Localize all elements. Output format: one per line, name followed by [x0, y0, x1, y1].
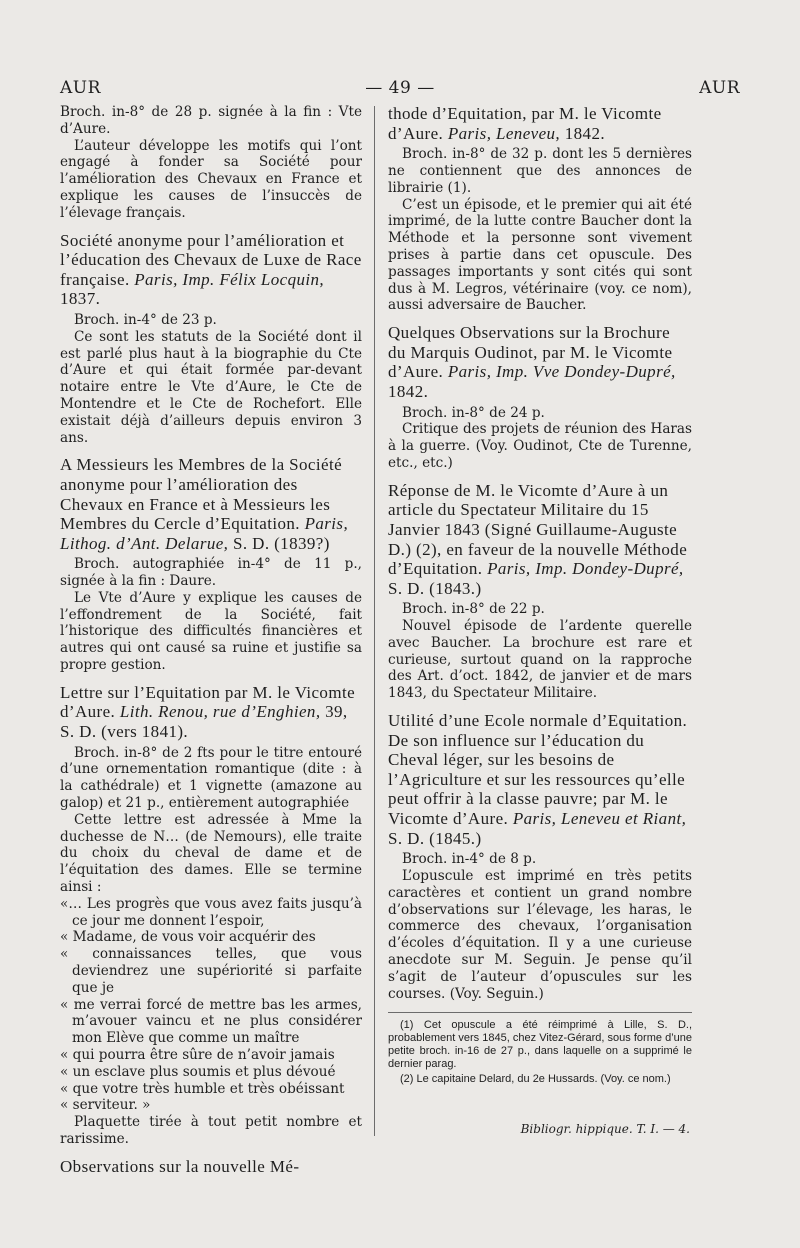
title-text: Utilité d’une Ecole normale d’Equitation. De son influence sur l’éducation du Cheval léger, sur les besoins de l’Agriculture et sur les ressources qu’elle peut offrir à la classe pauvre; par M. le Vicomte d’Aure.	[388, 711, 688, 829]
entry-title	[388, 481, 692, 599]
quote-line: « connaissances telles, que vous deviendrez une supériorité si parfaite que je	[60, 946, 362, 996]
title-imprint: Paris, Leneveu,	[447, 123, 561, 143]
quote-line: « me verrai forcé de mettre bas les armes, m’avouer vaincu et ne plus considérer mon Elève que comme un maître	[60, 997, 362, 1047]
title-text: thode d’Equitation, par M. le Vicomte d’Aure.	[388, 104, 662, 143]
quotation	[60, 896, 362, 1114]
entry-paragraph: L’auteur développe les motifs qui l’ont engagé à fonder sa Société pour l’amélioration des Chevaux en France et explique les causes de l’insuccès de l’élevage français.	[60, 137, 362, 221]
entry-paragraph: Critique des projets de réunion des Haras à la guerre. (Voy. Oudinot, Cte de Turenne, etc., etc.)	[388, 421, 692, 471]
title-imprint: Paris, Imp. Félix Locquin,	[134, 269, 325, 289]
signature-mark: Bibliogr. hippique. T. I. — 4.	[520, 1122, 690, 1136]
quote-line: « que votre très humble et très obéissant	[60, 1081, 362, 1098]
entry-paragraph: Broch. in-4° de 8 p.	[402, 851, 537, 868]
title-date: 1842.	[564, 123, 605, 143]
running-head-right: AUR	[699, 78, 740, 98]
entry-methode-equitation	[388, 104, 692, 314]
entry-paragraph: Broch. in-4° de 23 p.	[74, 311, 217, 328]
quote-line: « qui pourra être sûre de n’avoir jamais	[60, 1047, 362, 1064]
quote-line: « serviteur. »	[60, 1097, 362, 1114]
title-text: Réponse de M. le Vicomte d’Aure à un article du Spectateur Militaire du 15 Janvier 1843 (Signé Guillaume-Auguste D.) (2), en faveur de la nouvelle Méthode d’Equitation.	[388, 480, 688, 579]
entry-quelques-observations	[388, 323, 692, 472]
entry-paragraph: Broch. in-8° de 2 fts pour le titre entouré d’une ornementation romantique (dite : à la cathédrale) et 1 vignette (amazone au galop) et 21 p., entièrement autographiée	[60, 744, 362, 812]
entry-paragraph: Nouvel épisode de l’ardente querelle avec Baucher. La brochure est rare et curieuse, surtout quand on la rapproche des Art. d’oct. 1842, de janvier et de mars 1843, du Spectateur Militaire.	[388, 618, 692, 702]
entry-paragraph: Broch. in-8° de 22 p.	[402, 601, 545, 618]
page-number: — 49 —	[365, 78, 435, 98]
entry-title	[388, 711, 692, 848]
footnote: (2) Le capitaine Delard, du 2e Hussards. (Voy. ce nom.)	[400, 1073, 671, 1086]
entry-title	[60, 683, 362, 742]
entry-paragraph: Broch. autographiée in-4° de 11 p., signée à la fin : Daure.	[60, 556, 362, 590]
entry-paragraph: Broch. in-8° de 28 p. signée à la fin : Vte d’Aure.	[60, 104, 362, 137]
title-imprint: Paris, Leneveu et Riant,	[512, 809, 687, 829]
title-date: S. D. (1843.)	[388, 578, 482, 598]
entry-title: Observations sur la nouvelle Mé-	[60, 1156, 300, 1176]
right-column	[388, 104, 692, 1088]
title-imprint: Paris, Imp. Dondey-Dupré,	[487, 559, 684, 579]
footnote: (1) Cet opuscule a été réimprimé à Lille, S. D., probablement vers 1845, chez Vitez-Gérard, sous forme d’une petite broch. in-16 de 27 p., dans laquelle on a supprimé le dernier parag.	[388, 1019, 692, 1071]
title-imprint: Lith. Renou, rue d’Enghien,	[119, 702, 321, 722]
entry-paragraph: Cette lettre est adressée à Mme la duchesse de N… (de Nemours), elle traite du choix du cheval de dame et de l’équitation des dames. Elle se termine ainsi :	[60, 811, 362, 896]
entry-paragraph: L’opuscule est imprimé en très petits caractères et contient un grand nombre d’observations sur l’élevage, les haras, le commerce des chevaux, l’organisation d’écoles d’équitation. Il y a une curieuse anecdote sur M. Seguin. Je pense qu’il s’agit de l’auteur d’opuscules sur les courses. (Voy. Seguin.)	[388, 868, 692, 1002]
entry-a-messieurs	[60, 455, 362, 674]
footnotes	[388, 1012, 692, 1086]
entry-continued	[60, 104, 362, 222]
entry-paragraph: Broch. in-8° de 24 p.	[402, 404, 545, 421]
title-date: 1842.	[388, 381, 429, 401]
entry-observations	[60, 1157, 362, 1177]
running-head	[60, 78, 740, 102]
entry-lettre-equitation	[60, 683, 362, 1148]
title-date: 39, S. D. (vers 1841).	[60, 702, 348, 742]
entry-title	[388, 104, 692, 143]
column-divider	[374, 106, 375, 1136]
title-date: 1837.	[60, 289, 101, 309]
entry-title	[60, 455, 362, 553]
entry-societe-anonyme	[60, 231, 362, 447]
entry-paragraph: Ce sont les statuts de la Société dont il est parlé plus haut à la biographie du Cte d’Aure et qui était formée par-devant notaire entre le Vte d’Aure, le Cte de Montendre et le Cte de Rochefort. Elle existait déjà d’ailleurs depuis environ 3 ans.	[60, 328, 362, 446]
title-text: Lettre sur l’Equitation par M. le Vicomte d’Aure.	[60, 682, 356, 722]
entry-reponse	[388, 481, 692, 702]
entry-paragraph: Le Vte d’Aure y explique les causes de l’effondrement de la Société, fait l’historique des difficultés financières et autres qui ont causé sa ruine et justifie sa propre gestion.	[60, 589, 362, 674]
entry-utilite-ecole	[388, 711, 692, 1002]
left-column	[60, 104, 362, 1185]
entry-paragraph: C’est un épisode, et le premier qui ait été imprimé, de la lutte contre Baucher dont la Méthode et la personne sont vivement prises à partie dans cet opuscule. Des passages importants y sont cités qui sont dus à M. Legros, vétérinaire (voy. ce nom), aussi adversaire de Baucher.	[388, 196, 692, 314]
title-text: Quelques Observations sur la Brochure du Marquis Oudinot, par M. le Vicomte d’Aure.	[388, 323, 673, 382]
title-date: S. D. (1845.)	[388, 828, 482, 848]
entry-paragraph: Broch. in-8° de 32 p. dont les 5 dernières ne contiennent que des annonces de librairie (1).	[388, 146, 692, 196]
quote-line: «… Les progrès que vous avez faits jusqu’à ce jour me donnent l’espoir,	[60, 896, 362, 930]
running-head-left: AUR	[60, 78, 101, 98]
entry-title	[60, 231, 362, 309]
title-imprint: Paris, Imp. Vve Dondey-Dupré,	[447, 362, 676, 382]
title-text: A Messieurs les Membres de la Société anonyme pour l’amélioration des Chevaux en France et à Messieurs les Membres du Cercle d’Equitation.	[60, 455, 343, 534]
title-date: S. D. (1839?)	[232, 533, 330, 553]
entry-title	[388, 323, 692, 401]
quote-line: « Madame, de vous voir acquérir des	[60, 929, 362, 946]
title-imprint: Paris, Lithog. d’Ant. Delarue,	[60, 514, 349, 553]
entry-paragraph: Plaquette tirée à tout petit nombre et rarissime.	[60, 1114, 362, 1147]
quote-line: « un esclave plus soumis et plus dévoué	[60, 1064, 362, 1081]
title-text: Société anonyme pour l’amélioration et l’éducation des Chevaux de Luxe de Race française.	[60, 230, 362, 289]
